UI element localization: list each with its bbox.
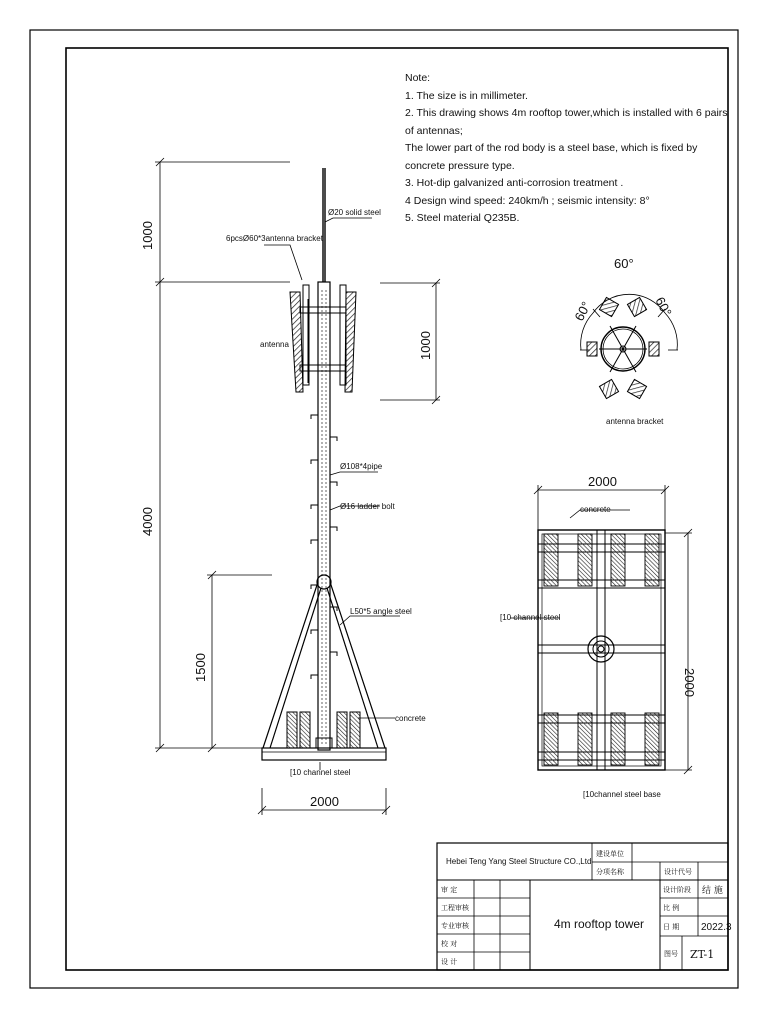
date-value: 2022.3 [701,922,732,933]
angle-right: 60° [652,294,675,319]
drawing-no-value: ZT-1 [690,948,715,961]
label-pipe: Ø108*4pipe [340,462,383,471]
label-solid-steel: Ø20 solid steel [328,208,381,217]
sig-check: 校 对 [441,940,458,948]
label-antenna: antenna [260,340,289,349]
dim-2000-elevation: 2000 [310,794,339,809]
dim-1000-top: 1000 [140,221,155,250]
sig-eng-review: 工程审核 [441,904,469,912]
design-stage: 设计阶段 [663,886,691,894]
drawing-title: 4m rooftop tower [554,917,645,931]
date-label: 日 期 [663,923,680,931]
dim-1500: 1500 [193,653,208,682]
label-channel-steel: [10 channel steel [290,768,351,777]
note-2b: The lower part of the rod body is a steel base, which is fixed by concrete pressure type. [405,142,698,172]
note-1: 1. The size is in millimeter. [405,89,528,102]
company-name: Hebei Teng Yang Steel Structure CO.,Ltd [446,857,592,866]
base-dim-width: 2000 [588,474,617,489]
dim-1000-right: 1000 [418,331,433,360]
base-plan-label: [10channel steel base [583,790,661,799]
base-dim-height: 2000 [682,668,697,697]
dim-4000: 4000 [140,507,155,536]
stage-value: 结 施 [702,886,723,896]
angle-left: 60° [571,298,594,324]
base-concrete-label: concrete [580,505,611,514]
drawing-no-label: 图号 [664,950,678,958]
label-ladder-bolt: Ø16 ladder bolt [340,502,395,511]
label-concrete: concrete [395,714,426,723]
sig-review: 审 定 [441,886,458,894]
sig-spec-review: 专业审核 [441,922,469,930]
build-unit: 建设单位 [596,850,624,858]
note-4: 4 Design wind speed: 240km/h ; seismic intensity: 8° [405,194,650,207]
bracket-plan-label: antenna bracket [606,417,664,426]
sig-design: 设 计 [441,958,458,966]
notes-block [405,70,735,228]
note-2: 2. This drawing shows 4m rooftop tower,which is installed with 6 pairs of antennas; [405,107,728,137]
label-angle-steel: L50*5 angle steel [350,607,412,616]
label-antenna-bracket: 6pcsØ60*3antenna bracket [226,234,323,243]
angle-top: 60° [614,256,634,271]
base-channel-label: [10 channel steel [500,613,561,622]
note-5: 5. Steel material Q235B. [405,212,520,224]
sub-project: 分项名称 [596,868,624,876]
base-plan [510,485,692,774]
note-title: Note: [405,72,431,84]
design-code: 设计代号 [664,868,692,876]
scale-label: 比 例 [663,904,680,912]
note-3: 3. Hot-dip galvanized anti-corrosion treatment . [405,177,624,189]
